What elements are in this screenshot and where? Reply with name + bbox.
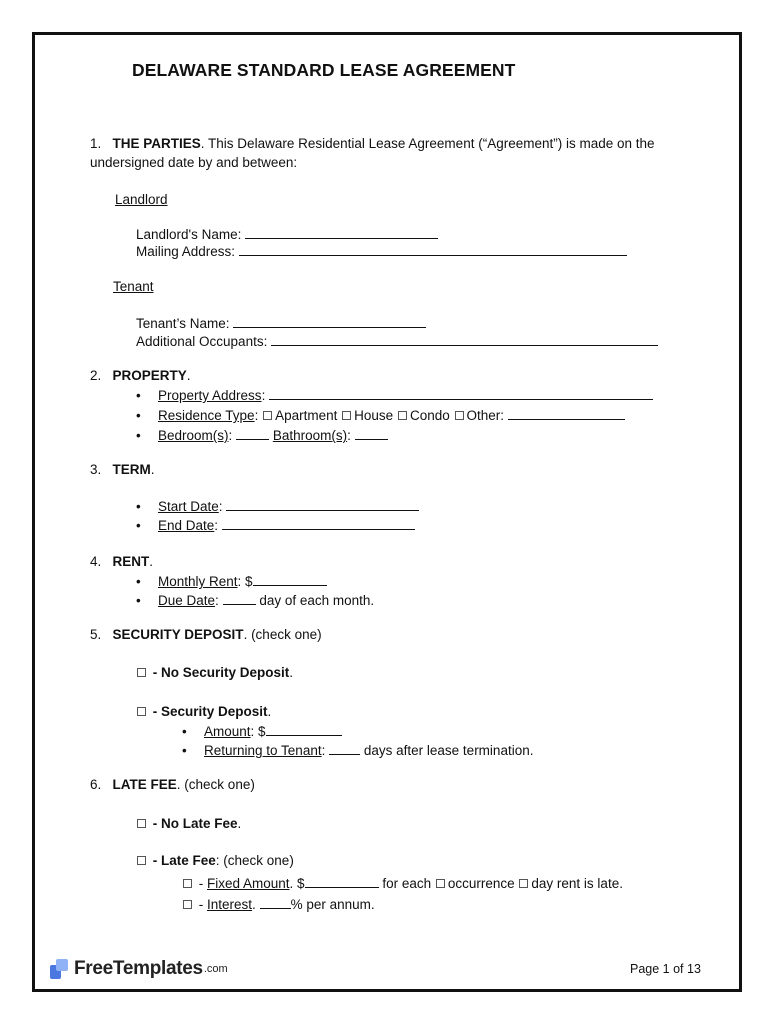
security-deposit-option: - Security Deposit.: [136, 704, 271, 720]
start-date-field[interactable]: [226, 498, 419, 511]
additional-occupants-field[interactable]: [271, 333, 658, 346]
fixed-amount-checkbox[interactable]: [183, 879, 192, 888]
bed-bath-row: • Bedroom(s): Bathroom(s):: [136, 427, 388, 444]
returning-to-tenant-row: • Returning to Tenant: days after lease termination.: [182, 743, 534, 758]
bullet-icon: •: [182, 724, 187, 739]
mailing-address-field[interactable]: [239, 243, 627, 256]
document-title: DELAWARE STANDARD LEASE AGREEMENT: [132, 60, 516, 80]
section-1-heading: THE PARTIES: [112, 136, 201, 151]
no-security-deposit-checkbox[interactable]: [137, 668, 146, 677]
bullet-icon: •: [136, 593, 141, 608]
tenant-name-row: Tenant’s Name:: [136, 315, 426, 332]
section-5-heading-row: 5. SECURITY DEPOSIT. (check one): [90, 627, 322, 642]
bullet-icon: •: [136, 428, 141, 443]
deposit-amount-row: • Amount: $: [182, 723, 342, 740]
section-5-heading: SECURITY DEPOSIT: [112, 627, 244, 642]
end-date-field[interactable]: [222, 517, 415, 530]
other-checkbox[interactable]: [455, 411, 464, 420]
page-number: Page 1 of 13: [630, 962, 701, 976]
section-3-heading: TERM: [112, 462, 151, 477]
day-rent-late-checkbox[interactable]: [519, 879, 528, 888]
bullet-icon: •: [136, 388, 141, 403]
fixed-amount-field[interactable]: [305, 875, 379, 888]
no-late-fee-checkbox[interactable]: [137, 819, 146, 828]
house-checkbox[interactable]: [342, 411, 351, 420]
interest-row: - Interest. % per annum.: [182, 896, 375, 913]
late-fee-checkbox[interactable]: [137, 856, 146, 865]
bullet-icon: •: [182, 743, 187, 758]
return-days-field[interactable]: [329, 742, 360, 755]
section-6-heading-row: 6. LATE FEE. (check one): [90, 777, 255, 792]
interest-rate-field[interactable]: [260, 896, 291, 909]
section-2-heading: PROPERTY: [112, 368, 187, 383]
section-4-heading-row: 4. RENT.: [90, 554, 154, 569]
start-date-row: • Start Date:: [136, 498, 419, 515]
property-address-row: • Property Address:: [136, 387, 653, 404]
no-late-fee-option: - No Late Fee.: [136, 816, 241, 832]
monthly-rent-field[interactable]: [253, 573, 327, 586]
other-residence-field[interactable]: [508, 407, 625, 420]
logo-mark-icon: [50, 959, 70, 979]
no-security-deposit-option: - No Security Deposit.: [136, 665, 293, 681]
apartment-checkbox[interactable]: [263, 411, 272, 420]
section-3-heading-row: 3. TERM.: [90, 462, 155, 477]
bathrooms-field[interactable]: [355, 427, 388, 440]
section-1-line-1: 1. THE PARTIES. This Delaware Residential Lease Agreement (“Agreement”) is made on the: [90, 136, 655, 151]
additional-occupants-row: Additional Occupants:: [136, 333, 658, 350]
residence-type-row: • Residence Type: Apartment House Condo Other:: [136, 407, 625, 424]
tenant-name-field[interactable]: [233, 315, 426, 328]
landlord-name-field[interactable]: [245, 226, 438, 239]
landlord-label: Landlord: [115, 192, 168, 207]
interest-checkbox[interactable]: [183, 900, 192, 909]
occurrence-checkbox[interactable]: [436, 879, 445, 888]
bullet-icon: •: [136, 499, 141, 514]
tenant-label: Tenant: [113, 279, 154, 294]
section-1-line-2: undersigned date by and between:: [90, 155, 298, 170]
freetemplates-logo: FreeTemplates .com: [50, 959, 228, 979]
mailing-address-row: Mailing Address:: [136, 243, 627, 260]
section-2-heading-row: 2. PROPERTY.: [90, 368, 191, 383]
deposit-amount-field[interactable]: [266, 723, 342, 736]
fixed-amount-row: - Fixed Amount. $ for each occurrence day rent is late.: [182, 875, 623, 892]
due-day-field[interactable]: [223, 592, 256, 605]
bullet-icon: •: [136, 518, 141, 533]
section-4-heading: RENT: [112, 554, 150, 569]
bullet-icon: •: [136, 408, 141, 423]
security-deposit-checkbox[interactable]: [137, 707, 146, 716]
landlord-name-row: Landlord's Name:: [136, 226, 438, 243]
condo-checkbox[interactable]: [398, 411, 407, 420]
monthly-rent-row: • Monthly Rent: $: [136, 573, 327, 590]
due-date-row: • Due Date: day of each month.: [136, 593, 375, 608]
property-address-field[interactable]: [269, 387, 653, 400]
end-date-row: • End Date:: [136, 517, 415, 534]
bedrooms-field[interactable]: [236, 427, 269, 440]
late-fee-option: - Late Fee: (check one): [136, 853, 294, 869]
bullet-icon: •: [136, 574, 141, 589]
section-6-heading: LATE FEE: [112, 777, 177, 792]
